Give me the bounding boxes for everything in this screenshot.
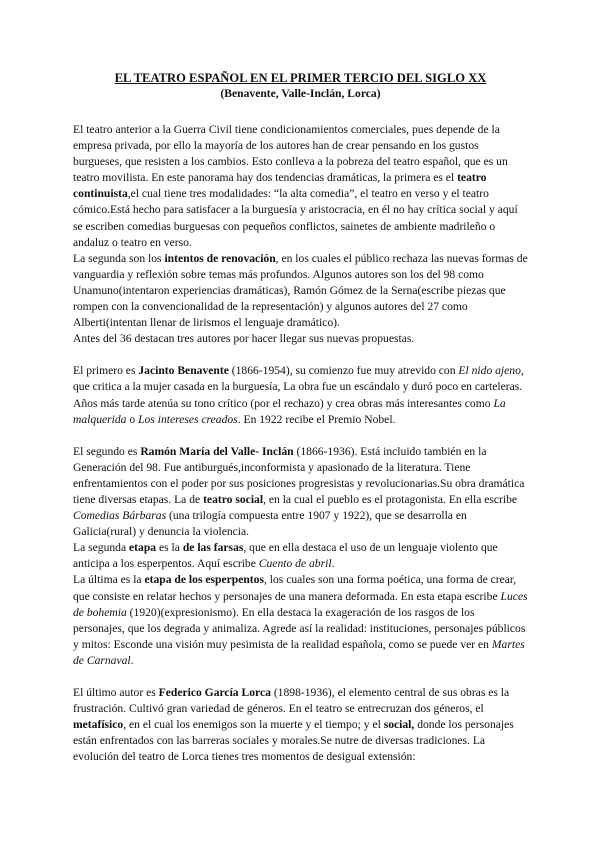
text: La segunda son los [73, 251, 165, 265]
spacer [73, 428, 528, 444]
text: (1866-1954), su comienzo fue muy atrevido con [228, 364, 459, 378]
valle-paragraph-3 [73, 572, 528, 669]
text: o [126, 412, 139, 426]
lorca-paragraph [73, 685, 528, 765]
spacer [73, 669, 528, 685]
intro-paragraph-2 [73, 251, 528, 331]
bold-term: etapa de los esperpentos [144, 573, 264, 587]
page-subtitle: (Benavente, Valle-Inclán, Lorca) [220, 87, 381, 100]
bold-term: de las farsas [182, 541, 244, 555]
work-title: Luces de bohemia [73, 589, 528, 619]
text: . [331, 557, 335, 571]
text: , en el cual los enemigos son la muerte y el tiempo; y el [123, 718, 384, 732]
text: El teatro anterior a la Guerra Civil tiene condicionamientos comerciales, pues depende de la empresa privada, por ello la mayoría de los autores han de crear pensando en los gustos burgueses, que resisten a los cambios. Esto conlleva a la pobreza del teatro español, que es un teatro movilista. En este panorama hay dos tendencias dramáticas, la primera es el [73, 123, 508, 185]
text: . En 1922 recibe el Premio Nobel. [237, 412, 396, 426]
work-title: La malquerida [73, 396, 506, 426]
bold-term: teatro continuista [73, 171, 487, 201]
text: El segundo es [73, 444, 141, 458]
text: La segunda [73, 541, 130, 555]
work-title: Los intereses creados [138, 412, 238, 426]
bold-term: teatro social [203, 492, 264, 506]
intro-paragraph-1 [73, 122, 528, 251]
work-title: Martes de Carnaval [73, 637, 525, 667]
text: ,el cual tiene tres modalidades: “la alta comedia”, el teatro en verso y el teatro cómico.Está hecho para satisfacer a la burguesía y aristocracia, en él no hay crítica social y aquí se escriben comedias burguesas con pequeños conflictos, sainetes de ambiente madrileño o andaluz o teatro en verso. [73, 187, 518, 249]
valle-paragraph-2 [73, 540, 528, 572]
bold-term: Jacinto Benavente [138, 364, 229, 378]
text: es la [156, 541, 183, 555]
spacer [73, 347, 528, 363]
text: El primero es [73, 364, 139, 378]
intro-paragraph-3: Antes del 36 destacan tres autores por hacer llegar sus nuevas propuestas. [73, 332, 415, 346]
text: . [130, 653, 134, 667]
bold-term: social, [383, 718, 415, 732]
valle-section [73, 444, 528, 669]
benavente-paragraph [73, 363, 528, 427]
text: (1920)(expresionismo). En ella destaca la exageración de los rasgos de los personajes, que los degrada y animaliza. Agrede así la realidad: instituciones, personajes públicos y mitos: Esconde una visión muy pesimista de la realidad española, como se puede ver en [73, 605, 526, 651]
text: El último autor es [73, 686, 159, 699]
text: (una trilogía compuesta entre 1907 y 1922), que se desarrolla en Galicia(rural) y denuncia la violencia. [73, 509, 467, 539]
text: , en la cual el pueblo es el protagonista. En ella escribe [263, 492, 518, 506]
valle-paragraph-1 [73, 444, 528, 541]
work-title: Comedias Bárbaras [73, 509, 167, 523]
text: donde los personajes están enfrentados con las barreras sociales y morales.Se nutre de diversas tradiciones. La evolución del teatro de Lorca tienes tres momentos de desigual extensión: [73, 718, 514, 764]
text: , en los cuales el público rechaza las nuevas formas de vanguardia y reflexión sobre temas más profundos. Algunos autores son los del 98 como Unamuno(intentaron experiencias dramáticas), Ramón Gómez de la Serna(escribe piezas que rompen con la convencionalidad de la representación) y algunos autores del 27 como Alberti(intentan llenar de lirismos el lenguaje dramático). [73, 251, 528, 330]
text: (1898-1936), el elemento central de sus obras es la frustración. Cultivó gran variedad de géneros. En el teatro se entrecruzan dos géneros, el [73, 686, 510, 716]
text: , los cuales son una forma poética, una forma de crear, que consiste en relatar hechos y personajes de una manera deformada. En esta etapa escribe [73, 573, 517, 603]
bold-term: Federico García Lorca [158, 686, 271, 699]
work-title: Cuento de abril [258, 557, 332, 571]
page-title: EL TEATRO ESPAÑOL EN EL PRIMER TERCIO DEL SIGLO XX [114, 71, 487, 85]
text: (1866-1936). Está incluido también en la Generación del 98. Fue antiburgués,inconformista y apasionado de la literatura. Tiene enfrentamientos con el poder por sus posiciones progresistas y revolucionarias.Su obra dramática tiene diversas etapas. La de [73, 444, 525, 506]
bold-term: etapa [129, 541, 157, 555]
work-title: El nido ajeno [458, 364, 521, 378]
text: , que critica a la mujer casada en la burguesía, La obra fue un escándalo y duró poco en carteleras. Años más tarde atenúa su tono crítico (por el rechazo) y crea obras más interesantes como [73, 364, 524, 410]
bold-term: intentos de renovación [164, 251, 276, 265]
bold-term: Ramón María del Valle- Inclán [140, 444, 294, 458]
text: La última es la [73, 573, 145, 587]
text: , que en ella destaca el uso de un lenguaje violento que anticipa a los esperpentos. Aquí escribe [73, 541, 498, 571]
bold-term: metafísico [73, 718, 124, 732]
intro-section [73, 122, 528, 347]
